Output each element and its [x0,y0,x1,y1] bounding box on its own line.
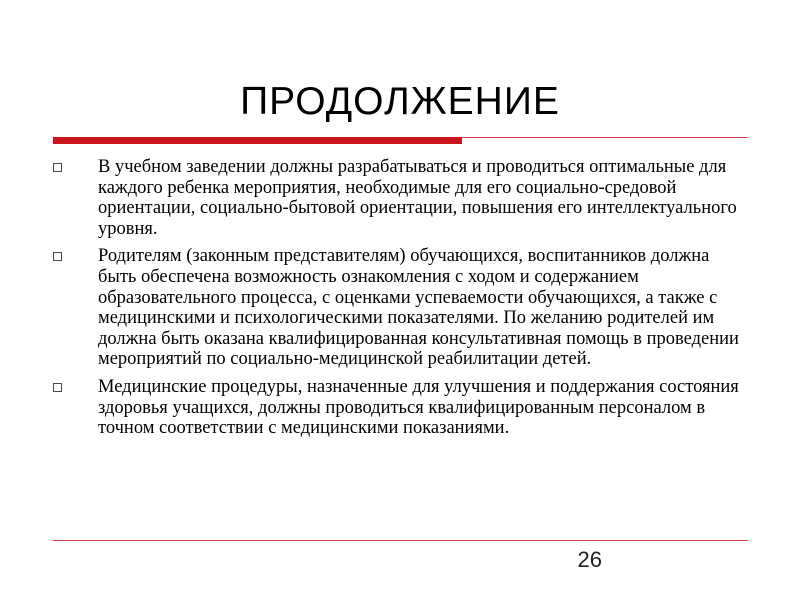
list-item [52,246,752,370]
list-item [52,157,752,239]
bullet-text: Медицинские процедуры, назначенные для улучшения и поддержания состояния здоровья учащихся, должны проводиться квалифицированным персоналом в точном соответствии с медицинскими показаниями. [98,376,739,439]
hollow-square-icon [53,252,62,261]
slide-title: ПРОДОЛЖЕНИЕ [240,80,560,123]
title-underline-rule [462,137,748,138]
list-item [52,377,752,439]
hollow-square-icon [53,383,62,392]
hollow-square-icon [53,163,62,172]
footer-rule [53,540,748,541]
bullet-list [52,157,752,446]
page-number: 26 [577,547,602,572]
bullet-text: В учебном заведении должны разрабатываться и проводиться оптимальные для каждого ребенка мероприятия, необходимые для его социально-средовой ориентации, социально-бытовой ориентации, повышения его интеллектуального уровня. [98,157,737,239]
title-underline-bar [53,137,462,144]
bullet-text: Родителям (законным представителям) обучающихся, воспитанников должна быть обеспечена возможность ознакомления с ходом и содержанием образовательного процесса, с оценками успеваемости обучающихся, а также с медицинскими и психологическими показателями. По желанию родителей им должна быть оказана квалифицированная консультативная помощь в проведении мероприятий по социально-медицинской реабилитации детей. [98,246,739,370]
